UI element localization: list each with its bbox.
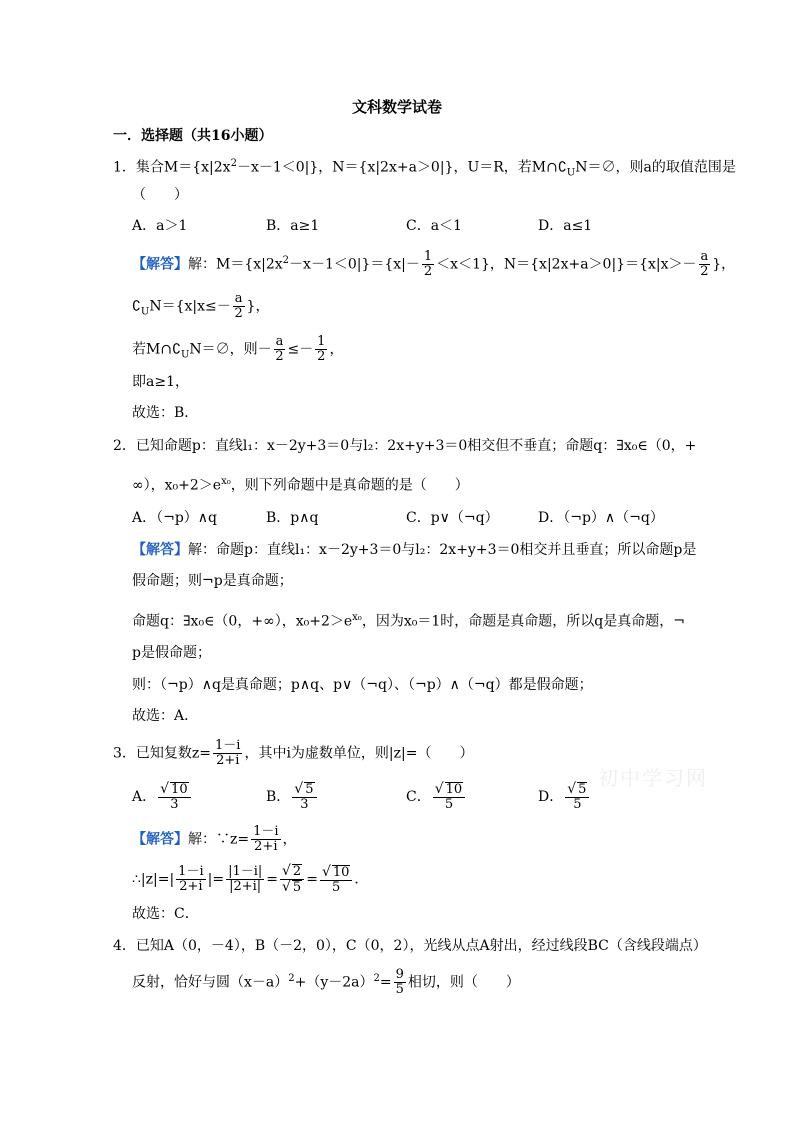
q1-sol2-sub: U — [140, 306, 150, 318]
q3-solution-line-2 — [132, 864, 368, 895]
q1-stem-text-e: N＝∅，则a的取值范围是 — [575, 159, 736, 176]
sqrt-icon: √ — [282, 879, 291, 895]
q1-solution-line-3 — [132, 335, 343, 365]
q3-stem-num: 1－i — [215, 738, 241, 753]
q3-option-a-radicand: 10 — [171, 782, 188, 797]
q3-stem-den: 2+i — [216, 753, 240, 768]
q3-sol2-num1: 1－i — [178, 864, 204, 879]
q4-stem2-den: 5 — [395, 982, 404, 997]
q4-stem-line-2 — [132, 968, 520, 997]
q1-sol3-den1: 2 — [275, 349, 284, 364]
q2-stem-line-2 — [132, 472, 469, 496]
q3-option-b — [266, 782, 319, 812]
q2-solution-line-1 — [132, 540, 696, 560]
q1-sol3-c: N＝∅，则－ — [189, 341, 272, 358]
q4-stem2-sup-1: 2 — [288, 972, 295, 984]
q2-sol3-sup: x₀ — [352, 612, 362, 623]
q3-sol2-radicand-den3: 5 — [292, 880, 302, 895]
q1-sol2-c: N＝{x|x≤－ — [149, 298, 231, 315]
q4-stem2-fraction — [394, 968, 406, 997]
q3-sol1-a: 解：∵z= — [188, 831, 250, 848]
q1-sol3-e: ， — [329, 341, 344, 358]
q1-answer-tag: 【解答】 — [132, 256, 188, 273]
q3-sol2-d: = — [306, 871, 318, 888]
q2-stem-line-1: 2．已知命题p：直线l₁：x－2y+3＝0与l₂：2x+y+3＝0相交但不垂直；命题q：∃x₀∈（0，+ — [113, 438, 697, 454]
q3-option-c-label: C． — [406, 789, 431, 805]
q3-option-d-den: 5 — [573, 797, 582, 812]
sqrt-icon: √ — [321, 863, 331, 880]
q3-stem-fraction — [213, 739, 242, 768]
q3-option-d-label: D． — [538, 789, 564, 805]
q2-answer-tag: 【解答】 — [132, 542, 188, 558]
q3-option-c-den: 5 — [444, 797, 454, 812]
q3-stem — [113, 739, 473, 768]
q1-stem-text-a: 1．集合M＝{x|2x — [113, 159, 231, 176]
q3-sol1-den: 2+i — [254, 839, 278, 854]
q1-stem-text-c: －x－1＜0|}，N＝{x|2x+a＞0|}，U＝R，若M∩∁ — [236, 159, 567, 176]
q1-option-b: B．a≥1 — [266, 218, 320, 234]
q1-sol3-num2: 1 — [317, 334, 326, 349]
q3-sol1-num: 1－i — [253, 824, 279, 839]
sqrt-icon: √ — [294, 781, 304, 797]
q1-sol3-a: 若M∩∁ — [132, 341, 181, 358]
q3-sol2-den1: 2+i — [179, 879, 203, 894]
q3-solution-line-1 — [132, 825, 297, 854]
q2-option-b: B．p∧q — [266, 510, 319, 526]
q3-sol2-a: ∴|z|=| — [132, 871, 175, 888]
q3-sol2-b: |= — [207, 871, 225, 888]
q2-option-a: A．（¬p）∧q — [132, 510, 218, 526]
q3-answer-tag: 【解答】 — [132, 831, 188, 848]
q3-option-a-label: A． — [132, 789, 157, 805]
q1-sol1-e: }， — [712, 256, 736, 273]
q1-sol1-sup: 2 — [282, 254, 290, 266]
section-heading: 一．选择题（共16小题） — [113, 128, 273, 144]
q1-solution-line-1 — [132, 250, 735, 279]
q2-sol1: 解：命题p：直线l₁：x－2y+3＝0与l₂：2x+y+3＝0相交并且垂直；所以命题p是 — [188, 542, 697, 558]
q1-stem-sub: U — [566, 167, 576, 179]
q3-option-a-den: 3 — [170, 797, 179, 812]
q3-sol2-c: = — [266, 871, 278, 888]
sqrt-icon: √ — [282, 863, 291, 879]
q1-sol1-num1: 1 — [423, 249, 433, 264]
q1-option-c: C．a＜1 — [406, 218, 462, 234]
q3-option-a — [132, 782, 193, 812]
q1-stem-sup: 2 — [230, 158, 237, 169]
q3-solution-line-3: 故选：C． — [132, 906, 199, 922]
q2-solution-line-2: 假命题；则¬p是真命题； — [132, 573, 293, 589]
q3-option-d-radicand: 5 — [578, 782, 587, 797]
q1-stem — [113, 154, 736, 183]
q1-sol3-fraction-1 — [274, 335, 286, 364]
q3-option-b-label: B． — [266, 789, 291, 805]
q1-solution-line-5: 故选：B． — [132, 405, 199, 421]
q3-sol2-num2: |1－i| — [228, 864, 263, 879]
q1-sol2-d: }， — [246, 298, 270, 315]
q1-sol3-d: ≤－ — [287, 341, 314, 358]
q3-sol2-radicand-num3: 2 — [292, 864, 302, 879]
q3-option-b-den: 3 — [300, 797, 309, 812]
q2-stem2-a: ∞），x₀+2＞e — [132, 477, 222, 494]
q3-sol2-fraction-2 — [226, 865, 264, 894]
q1-sol1-d: ＜x＜1}，N＝{x|2x+a＞0|}＝{x|x＞－ — [436, 256, 697, 273]
q1-sol2-num: a — [234, 291, 243, 306]
q1-sol3-fraction-2 — [315, 335, 327, 364]
watermark: 初中学习网 — [598, 766, 708, 790]
q3-sol2-den4: 5 — [332, 879, 341, 895]
q3-sol1-b: ， — [282, 831, 297, 848]
q4-stem2-c: +（y－2a） — [294, 974, 374, 991]
q2-solution-line-6: 故选：A． — [132, 708, 199, 724]
q4-stem2-num: 9 — [395, 967, 404, 982]
q1-sol1-c: －x－1＜0|}＝{x|－ — [289, 256, 420, 273]
q3-sol2-fraction-3 — [280, 864, 304, 895]
q2-solution-line-3 — [132, 608, 685, 632]
sqrt-icon: √ — [567, 781, 577, 797]
q4-stem2-sup-2: 2 — [373, 972, 380, 984]
q1-sol3-sub: U — [180, 349, 190, 361]
q3-sol2-e: ． — [354, 871, 369, 888]
q1-option-a: A．a＞1 — [132, 218, 188, 234]
q4-stem2-e: = — [379, 974, 392, 991]
sqrt-icon: √ — [434, 781, 444, 797]
q2-stem2-sup: x₀ — [221, 476, 231, 487]
sqrt-icon: √ — [160, 781, 170, 797]
q1-sol1-den2: 2 — [700, 264, 709, 279]
q2-solution-line-4: p是假命题； — [132, 645, 211, 661]
q4-stem2-a: 反射，恰好与圆（x－a） — [132, 974, 289, 991]
q2-option-c: C．p∨（¬q） — [406, 510, 499, 526]
q3-option-c-radicand: 10 — [445, 782, 463, 797]
q1-sol2-fraction — [233, 292, 245, 321]
q3-option-b-radicand: 5 — [305, 782, 314, 797]
q1-option-d: D．a≤1 — [538, 218, 593, 234]
q3-sol2-fraction-1 — [176, 865, 205, 894]
q2-sol3-a: 命题q：∃x₀∈（0，+∞），x₀+2＞e — [132, 613, 353, 630]
q1-sol3-den2: 2 — [317, 349, 326, 364]
q1-solution-line-2 — [132, 292, 269, 322]
q1-sol2-a: ∁ — [132, 298, 141, 315]
q1-sol1-a: 解：M＝{x|2x — [188, 256, 283, 273]
q1-solution-line-4: 即a≥1， — [132, 374, 189, 390]
q3-option-d — [538, 782, 591, 812]
q3-stem-a: 3．已知复数z= — [113, 745, 212, 762]
q1-sol3-num1: a — [275, 334, 284, 349]
q2-option-d: D．（¬p）∧（¬q） — [538, 510, 664, 526]
q1-sol1-fraction-2 — [699, 250, 711, 279]
q3-option-b-fraction — [292, 782, 316, 812]
q1-sol1-num2: a — [700, 249, 709, 264]
q3-stem-b: ，其中i为虚数单位，则|z|=（ ） — [244, 745, 474, 762]
q4-stem2-f: 相切，则（ ） — [407, 974, 520, 991]
q3-sol2-den2: |2+i| — [229, 879, 262, 894]
q2-sol3-c: ，因为x₀＝1时，命题是真命题，所以q是真命题，¬ — [361, 613, 685, 630]
document-title: 文科数学试卷 — [351, 98, 442, 116]
q1-sol2-den: 2 — [234, 306, 243, 321]
q1-paren: （ ） — [132, 187, 188, 203]
q3-option-c — [406, 782, 467, 812]
q3-sol2-radicand-num4: 10 — [332, 864, 350, 880]
q2-solution-line-5: 则：（¬p）∧q是真命题；p∧q、p∨（¬q）、（¬p）∧（¬q）都是假命题； — [132, 677, 593, 693]
q3-sol1-fraction — [251, 825, 280, 854]
q3-option-a-fraction — [158, 782, 190, 812]
q2-stem2-c: ，则下列命题中是真命题的是（ ） — [230, 477, 469, 494]
q3-option-d-fraction — [565, 782, 589, 812]
q1-sol1-fraction-1 — [422, 250, 434, 279]
q4-stem-line-1: 4．已知A（0，－4），B（－2，0），C（0，2），光线从点A射出，经过线段BC（含线段端点） — [113, 938, 707, 954]
q3-option-c-fraction — [433, 782, 465, 812]
q1-sol1-den1: 2 — [423, 264, 433, 279]
q3-sol2-fraction-4 — [320, 865, 352, 895]
